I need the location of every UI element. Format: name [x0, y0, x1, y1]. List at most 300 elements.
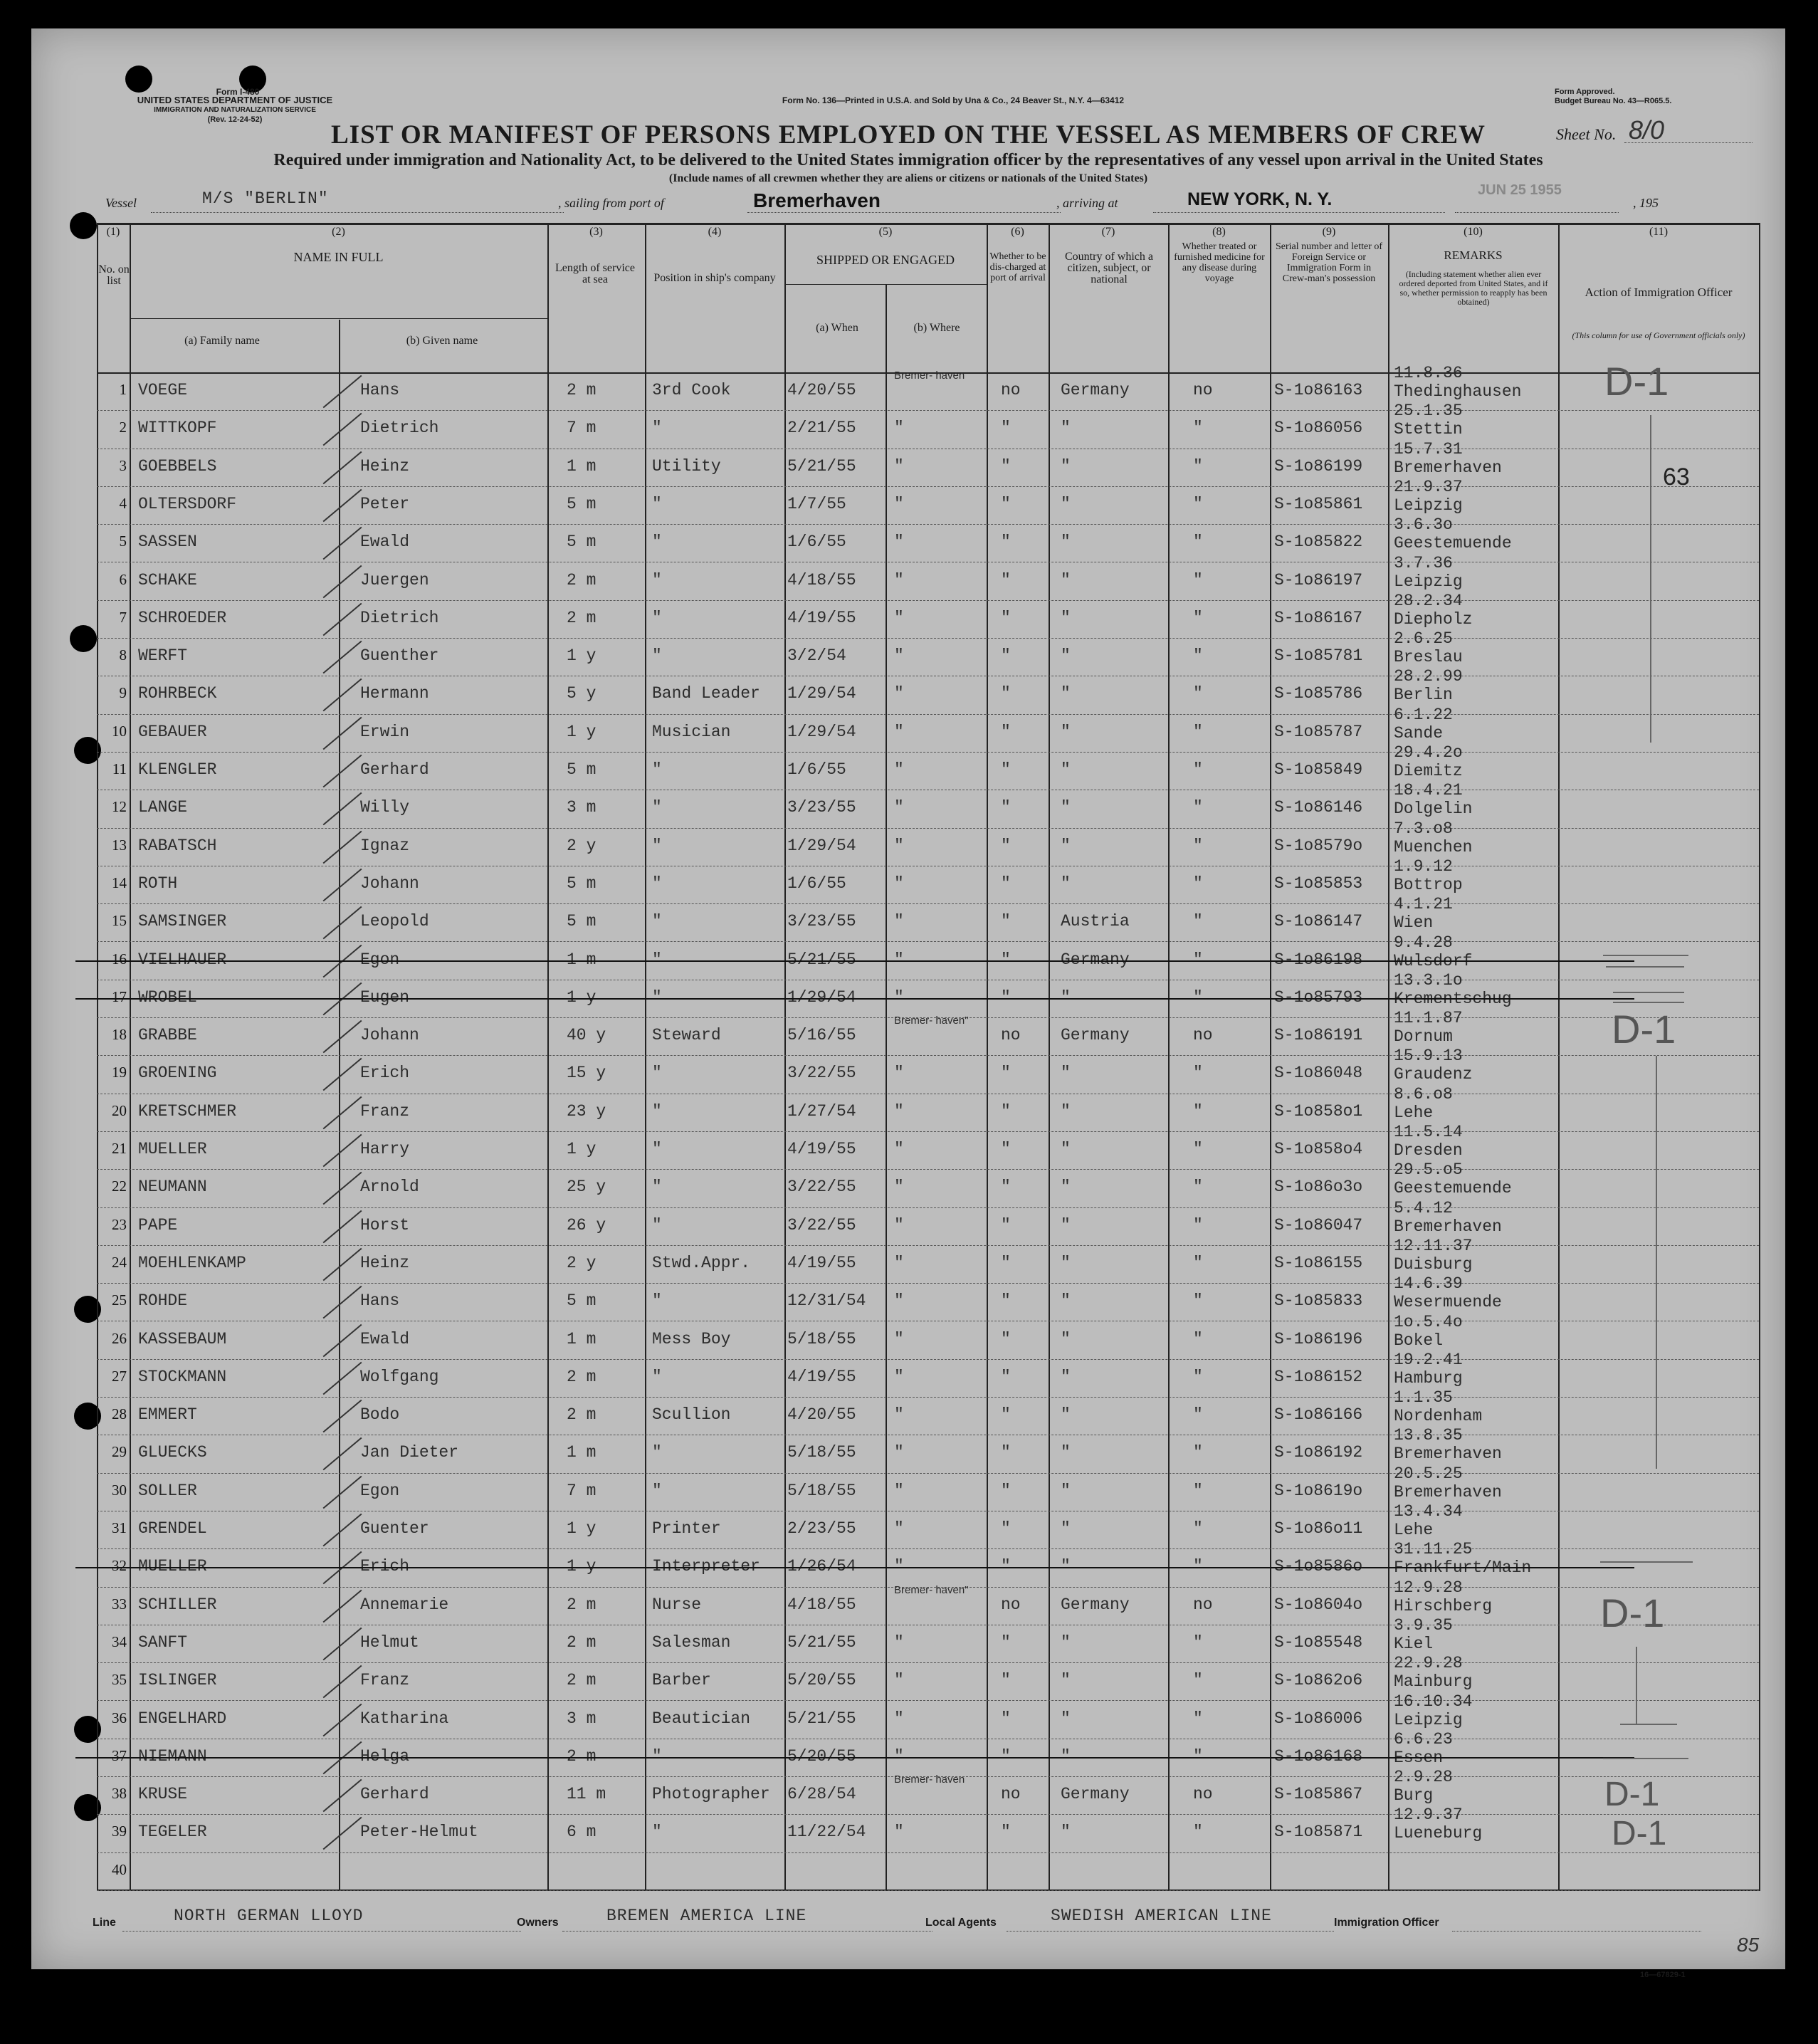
cell-when: 1/29/54 — [787, 722, 856, 741]
cell-given: Erich — [360, 1557, 410, 1576]
arrival-date-stamp: JUN 25 1955 — [1478, 182, 1562, 198]
cell-given: Franz — [360, 1671, 410, 1690]
cell-treated: " — [1193, 1367, 1203, 1386]
cell-position: " — [652, 874, 662, 893]
cell-country: " — [1061, 874, 1071, 893]
cell-treated: " — [1193, 1671, 1203, 1690]
cell-service: 2 m — [567, 570, 597, 589]
col-3-number: (3) — [589, 226, 603, 238]
cell-country: Germany — [1061, 1595, 1130, 1614]
cell-birthdate: 7.3.o8 — [1394, 819, 1453, 838]
cell-birthplace: Hirschberg — [1394, 1596, 1493, 1615]
cell-service: 2 m — [567, 381, 597, 399]
col-9-number: (9) — [1322, 226, 1336, 238]
cell-serial: S-1o86191 — [1274, 1026, 1363, 1045]
table-row — [97, 1692, 1759, 1739]
cell-service: 1 y — [567, 1140, 597, 1158]
cell-treated: " — [1193, 987, 1203, 1007]
cell-birthplace: Duisburg — [1394, 1254, 1473, 1274]
cell-country: " — [1061, 419, 1071, 438]
cell-service: 2 m — [567, 1367, 597, 1386]
cell-serial: S-1o86147 — [1274, 912, 1363, 931]
check-mark — [323, 603, 362, 636]
cell-birthplace: Lehe — [1394, 1521, 1434, 1539]
cell-treated: " — [1193, 1291, 1203, 1311]
cell-service: 5 m — [567, 533, 597, 552]
cell-disch: " — [1001, 608, 1011, 627]
cell-given: Leopold — [360, 912, 429, 931]
cell-birthplace: Lehe — [1394, 1103, 1434, 1122]
cell-disch: " — [1001, 722, 1011, 741]
cell-where: Bremer- haven — [894, 370, 965, 382]
cell-disch: " — [1001, 1709, 1011, 1728]
check-mark — [323, 413, 362, 446]
cell-position: " — [652, 1140, 662, 1158]
cell-family: ISLINGER — [138, 1671, 217, 1690]
cell-birthplace: Geestemuende — [1394, 1179, 1512, 1198]
year-label: , 195 — [1633, 196, 1659, 210]
officer-mark: D-1 — [1604, 1776, 1660, 1813]
cell-when: 4/19/55 — [787, 1367, 856, 1386]
col-family-name: (a) Family name — [184, 335, 260, 347]
cell-birthplace: Breslau — [1394, 648, 1463, 667]
check-mark — [323, 1400, 362, 1433]
cell-birthdate: 14.6.39 — [1394, 1274, 1463, 1294]
cell-when: 4/18/55 — [787, 570, 856, 589]
cell-birthplace: Essen — [1394, 1748, 1444, 1767]
strike-through — [75, 960, 1634, 962]
table-row — [97, 1236, 1759, 1284]
cell-birthdate: 18.4.21 — [1394, 781, 1463, 800]
cell-given: Helmut — [360, 1632, 419, 1652]
cell-where: " — [894, 570, 904, 589]
cell-birthdate: 29.5.o5 — [1394, 1160, 1463, 1180]
cell-position: Scullion — [652, 1405, 731, 1425]
col-country: Country of which a citizen, subject, or national — [1065, 251, 1153, 285]
cell-disch: " — [1001, 1671, 1011, 1690]
check-mark — [323, 1475, 362, 1509]
cell-family: OLTERSDORF — [138, 494, 237, 513]
cell-country: " — [1061, 1367, 1071, 1386]
cell-family: MUELLER — [138, 1557, 207, 1576]
cell-when: 1/27/54 — [787, 1101, 856, 1121]
cell-service: 2 m — [567, 1671, 597, 1690]
cell-birthplace: Leipzig — [1394, 572, 1463, 591]
table-row — [97, 1312, 1759, 1360]
cell-where: " — [894, 1823, 904, 1842]
cell-position: " — [652, 1064, 662, 1083]
cell-serial: S-1o858o1 — [1274, 1101, 1363, 1121]
cell-when: 1/29/54 — [787, 836, 856, 855]
col-when: (a) When — [816, 322, 858, 334]
cell-disch: " — [1001, 1405, 1011, 1425]
cell-when: 1/7/55 — [787, 494, 846, 513]
col-5-number: (5) — [878, 226, 893, 238]
table-row — [97, 515, 1759, 562]
cell-n: 24 — [112, 1253, 127, 1271]
cell-birthplace: Dornum — [1394, 1027, 1453, 1047]
cell-n: 26 — [112, 1329, 127, 1347]
form-number: Form I-480 — [216, 87, 260, 97]
table-row — [97, 364, 1759, 411]
check-mark — [323, 527, 362, 560]
cell-where: " — [894, 456, 904, 476]
cell-service: 2 m — [567, 1632, 597, 1652]
sheet-no-label: Sheet No. — [1556, 125, 1617, 143]
page-number: 85 — [1737, 1934, 1760, 1956]
cell-country: " — [1061, 1632, 1071, 1652]
cell-n: 4 — [119, 494, 127, 512]
cell-where: " — [894, 1064, 904, 1083]
cell-serial: S-1o85833 — [1274, 1291, 1363, 1311]
table-row — [97, 705, 1759, 753]
cell-birthdate: 15.9.13 — [1394, 1047, 1463, 1066]
col-where: (b) Where — [913, 322, 960, 334]
cell-disch: " — [1001, 950, 1011, 969]
cell-position: Salesman — [652, 1632, 731, 1652]
agents-label: Local Agents — [925, 1917, 997, 1929]
cell-disch: " — [1001, 1101, 1011, 1121]
cell-when: 4/19/55 — [787, 1253, 856, 1272]
cell-n: 30 — [112, 1481, 127, 1499]
cell-where: " — [894, 1101, 904, 1121]
check-mark — [323, 1779, 362, 1813]
cell-family: WERFT — [138, 646, 188, 666]
cell-treated: no — [1193, 1785, 1213, 1804]
cell-n: 33 — [112, 1595, 127, 1613]
cell-birthplace: Bremerhaven — [1394, 458, 1502, 477]
cell-family: SCHROEDER — [138, 608, 227, 627]
cell-serial: S-1o8586o — [1274, 1557, 1363, 1576]
cell-position: " — [652, 760, 662, 779]
cell-given: Jan Dieter — [360, 1443, 459, 1462]
cell-position: Stwd.Appr. — [652, 1253, 751, 1272]
col-action-note: (This column for use of Government officials only) — [1572, 330, 1745, 340]
cell-where: " — [894, 608, 904, 627]
check-mark — [323, 1210, 362, 1243]
cell-service: 5 m — [567, 494, 597, 513]
cell-where: " — [894, 1329, 904, 1348]
cell-n: 36 — [112, 1709, 127, 1726]
cell-country: " — [1061, 456, 1071, 476]
cell-birthplace: Wulsdorf — [1394, 951, 1473, 970]
col-4-number: (4) — [708, 226, 722, 238]
cell-disch: " — [1001, 1519, 1011, 1538]
cell-treated: " — [1193, 533, 1203, 552]
cell-service: 1 m — [567, 1329, 597, 1348]
cell-country: " — [1061, 1291, 1071, 1311]
cell-where: " — [894, 1519, 904, 1538]
cell-birthdate: 16.10.34 — [1394, 1692, 1473, 1711]
cell-position: Interpreter — [652, 1557, 760, 1576]
cell-n: 35 — [112, 1671, 127, 1689]
cell-birthdate: 1o.5.4o — [1394, 1312, 1463, 1331]
form-approved: Form Approved. — [1555, 88, 1615, 96]
officer-mark: D-1 — [1612, 1815, 1667, 1852]
cell-when: 1/29/54 — [787, 684, 856, 703]
cell-given: Erich — [360, 1064, 410, 1083]
col-no-on-list: No. on list — [98, 263, 130, 287]
cell-given: Eugen — [360, 987, 410, 1007]
cell-n: 34 — [112, 1632, 127, 1650]
cell-n: 10 — [112, 722, 127, 740]
col-position: Position in ship's company — [653, 272, 776, 284]
cell-n: 17 — [112, 987, 127, 1005]
cell-serial: S-1o86198 — [1274, 950, 1363, 969]
sheet-no-value: 8/0 — [1629, 115, 1665, 145]
cell-when: 3/2/54 — [787, 646, 846, 666]
cell-disch: " — [1001, 1557, 1011, 1576]
cell-position: Photographer — [652, 1785, 770, 1804]
cell-service: 5 m — [567, 1291, 597, 1311]
cell-family: ROTH — [138, 874, 178, 893]
col-10-number: (10) — [1464, 226, 1483, 238]
cell-given: Gerhard — [360, 760, 429, 779]
cell-family: ROHDE — [138, 1291, 188, 1311]
cell-n: 8 — [119, 646, 127, 664]
cell-when: 5/16/55 — [787, 1026, 856, 1045]
cell-disch: " — [1001, 1215, 1011, 1235]
cell-when: 5/18/55 — [787, 1443, 856, 1462]
cell-birthdate: 21.9.37 — [1394, 477, 1463, 496]
cell-where: " — [894, 798, 904, 817]
cell-birthdate: 11.5.14 — [1394, 1123, 1463, 1141]
table-row — [97, 781, 1759, 828]
cell-treated: " — [1193, 1557, 1203, 1576]
cell-serial: S-1o85871 — [1274, 1823, 1363, 1842]
cell-n: 11 — [112, 760, 127, 777]
table-row — [97, 1729, 1759, 1777]
cell-where: " — [894, 1215, 904, 1235]
cell-birthplace: Krementschug — [1394, 989, 1512, 1008]
cell-position: " — [652, 1746, 662, 1766]
cell-birthplace: Frankfurt/Main — [1394, 1558, 1532, 1578]
table-row — [97, 1768, 1759, 1815]
cell-given: Harry — [360, 1140, 410, 1158]
cell-when: 2/23/55 — [787, 1519, 856, 1538]
cell-when: 12/31/54 — [787, 1291, 866, 1311]
cell-treated: " — [1193, 874, 1203, 893]
cell-given: Horst — [360, 1215, 410, 1235]
check-mark — [323, 451, 362, 484]
cell-service: 2 y — [567, 836, 597, 855]
cell-serial: S-1o86047 — [1274, 1215, 1363, 1235]
cell-family: SCHAKE — [138, 570, 197, 589]
cell-country: " — [1061, 722, 1071, 741]
cell-treated: " — [1193, 1064, 1203, 1083]
cell-serial: S-1o85781 — [1274, 646, 1363, 666]
cell-given: Dietrich — [360, 608, 439, 627]
cell-given: Willy — [360, 798, 410, 817]
check-mark — [323, 1324, 362, 1357]
cell-country: " — [1061, 836, 1071, 855]
cell-position: " — [652, 798, 662, 817]
check-mark — [323, 1134, 362, 1168]
cell-n: 40 — [112, 1860, 127, 1878]
budget-bureau: Budget Bureau No. 43—R065.5. — [1555, 97, 1672, 105]
cell-family: MUELLER — [138, 1140, 207, 1158]
arriving-label: , arriving at — [1056, 196, 1118, 210]
cell-position: Beautician — [652, 1709, 751, 1728]
cell-service: 5 m — [567, 760, 597, 779]
cell-when: 5/20/55 — [787, 1746, 856, 1766]
cell-n: 7 — [119, 608, 127, 626]
col-remarks: REMARKS — [1444, 248, 1503, 262]
cell-given: Egon — [360, 1481, 400, 1500]
cell-country: " — [1061, 1481, 1071, 1500]
cell-family: GLUECKS — [138, 1443, 207, 1462]
cell-given: Ewald — [360, 1329, 410, 1348]
cell-n: 27 — [112, 1367, 127, 1385]
cell-service: 3 m — [567, 798, 597, 817]
cell-n: 15 — [112, 912, 127, 930]
cell-when: 3/22/55 — [787, 1064, 856, 1083]
cell-family: EMMERT — [138, 1405, 197, 1425]
cell-treated: " — [1193, 1253, 1203, 1272]
cell-position: Printer — [652, 1519, 721, 1538]
cell-birthdate: 11.8.36 — [1394, 364, 1463, 382]
cell-family: VOEGE — [138, 381, 188, 399]
cell-n: 5 — [119, 533, 127, 550]
cell-treated: " — [1193, 950, 1203, 969]
cell-service: 40 y — [567, 1026, 606, 1045]
cell-family: GROENING — [138, 1064, 217, 1083]
cell-birthplace: Burg — [1394, 1786, 1434, 1805]
check-mark — [323, 1514, 362, 1547]
cell-serial: S-1o86196 — [1274, 1329, 1363, 1348]
cell-n: 38 — [112, 1785, 127, 1803]
cell-disch: " — [1001, 1329, 1011, 1348]
cell-serial: S-1o8579o — [1274, 836, 1363, 855]
col-given-name: (b) Given name — [406, 335, 478, 347]
cell-n: 32 — [112, 1557, 127, 1575]
table-row — [97, 1274, 1759, 1321]
cell-treated: " — [1193, 1481, 1203, 1500]
officer-label: Immigration Officer — [1334, 1917, 1439, 1929]
cell-when: 4/20/55 — [787, 1405, 856, 1425]
strike-through — [75, 1567, 1634, 1568]
cell-birthdate: 1.1.35 — [1394, 1388, 1453, 1408]
table-row — [97, 1009, 1759, 1056]
cell-birthplace: Graudenz — [1394, 1065, 1473, 1084]
cell-treated: " — [1193, 1709, 1203, 1728]
cell-service: 15 y — [567, 1064, 606, 1083]
vessel-name: M/S "BERLIN" — [202, 189, 329, 208]
punch-hole — [125, 65, 152, 93]
cell-when: 4/19/55 — [787, 1140, 856, 1158]
cell-treated: " — [1193, 1329, 1203, 1348]
cell-position: " — [652, 1178, 662, 1197]
cell-given: Peter — [360, 494, 410, 513]
cell-country: " — [1061, 570, 1071, 589]
cell-serial: S-1o86048 — [1274, 1064, 1363, 1083]
cell-birthplace: Leipzig — [1394, 496, 1463, 515]
table-row — [97, 970, 1759, 1018]
cell-position: " — [652, 494, 662, 513]
cell-treated: " — [1193, 1746, 1203, 1766]
check-mark — [323, 1665, 362, 1699]
cell-where: Bremer- haven" — [894, 1015, 969, 1027]
cell-birthdate: 13.4.34 — [1394, 1502, 1463, 1521]
table-row — [97, 1615, 1759, 1663]
cell-service: 1 y — [567, 646, 597, 666]
cell-birthplace: Wien — [1394, 913, 1434, 933]
cell-country: " — [1061, 1709, 1071, 1728]
cell-birthplace: Diepholz — [1394, 609, 1473, 629]
cell-treated: " — [1193, 1140, 1203, 1158]
cell-country: " — [1061, 1140, 1071, 1158]
punch-hole — [70, 625, 97, 652]
cell-birthdate: 1.9.12 — [1394, 856, 1453, 876]
cell-position: 3rd Cook — [652, 381, 731, 399]
cell-service: 5 m — [567, 874, 597, 893]
cell-birthplace: Stettin — [1394, 420, 1463, 439]
cell-birthdate: 12.11.37 — [1394, 1236, 1473, 1255]
cell-where: " — [894, 950, 904, 969]
cell-family: NIEMANN — [138, 1746, 207, 1766]
col-2-number: (2) — [332, 226, 345, 238]
cell-serial: S-1o8604o — [1274, 1595, 1363, 1614]
cell-treated: " — [1193, 1101, 1203, 1121]
cell-family: LANGE — [138, 798, 188, 817]
col-length-of-service: Length of service at sea — [555, 262, 635, 285]
check-mark — [323, 830, 362, 864]
cell-given: Bodo — [360, 1405, 400, 1425]
cell-disch: " — [1001, 1253, 1011, 1272]
cell-birthplace: Muenchen — [1394, 837, 1473, 856]
cell-when: 3/23/55 — [787, 912, 856, 931]
cell-given: Katharina — [360, 1709, 449, 1728]
cell-serial: S-1o86056 — [1274, 419, 1363, 438]
cell-disch: " — [1001, 1746, 1011, 1766]
cell-country: " — [1061, 608, 1071, 627]
cell-country: " — [1061, 646, 1071, 666]
cell-where: " — [894, 987, 904, 1007]
cell-disch: " — [1001, 646, 1011, 666]
cell-family: PAPE — [138, 1215, 178, 1235]
cell-birthplace: Sande — [1394, 723, 1444, 743]
cell-family: SAMSINGER — [138, 912, 227, 931]
cell-service: 7 m — [567, 1481, 597, 1500]
cell-family: SASSEN — [138, 533, 197, 552]
col-11-number: (11) — [1649, 226, 1669, 238]
cell-when: 1/6/55 — [787, 760, 846, 779]
cell-country: " — [1061, 1557, 1071, 1576]
cell-where: " — [894, 1443, 904, 1462]
check-mark — [323, 1362, 362, 1395]
cell-serial: S-1o85861 — [1274, 494, 1363, 513]
cell-birthdate: 6.1.22 — [1394, 705, 1453, 724]
cell-service: 2 m — [567, 1746, 597, 1766]
cell-when: 2/21/55 — [787, 419, 856, 438]
cell-birthplace: Leipzig — [1394, 1710, 1463, 1729]
cell-family: WROBEL — [138, 987, 197, 1007]
col-action: Action of Immigration Officer — [1585, 285, 1733, 299]
table-row — [97, 1198, 1759, 1246]
cell-given: Heinz — [360, 456, 410, 476]
cell-family: GRABBE — [138, 1026, 197, 1045]
check-mark — [323, 1058, 362, 1091]
cell-serial: S-1o858o4 — [1274, 1140, 1363, 1158]
cell-birthplace: Wesermuende — [1394, 1293, 1502, 1312]
cell-country: " — [1061, 533, 1071, 552]
cell-position: " — [652, 1101, 662, 1121]
cell-serial: S-1o86192 — [1274, 1443, 1363, 1462]
cell-service: 11 m — [567, 1785, 606, 1804]
cell-when: 1/6/55 — [787, 874, 846, 893]
cell-n: 14 — [112, 874, 127, 891]
cell-n: 23 — [112, 1215, 127, 1233]
